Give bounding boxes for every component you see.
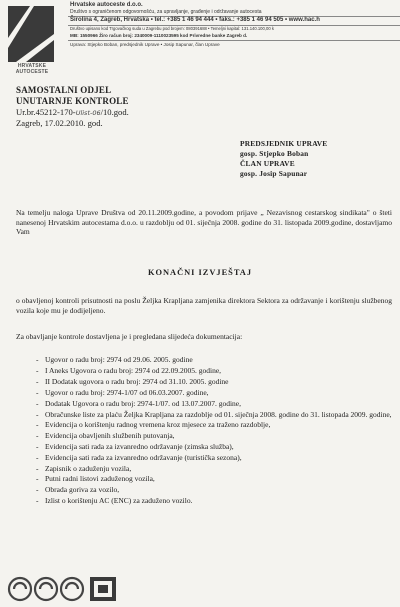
cert-badge-icon: [90, 577, 116, 601]
recipient-line-2: gosp. Stjepko Boban: [240, 149, 309, 158]
recipient-line-4: gosp. Josip Sapunar: [240, 169, 308, 178]
iso-cert-icon: [35, 578, 57, 600]
list-item: - Dodatak Ugovora o radu broj: 2974-1/07. od 13.07.2007. godine,: [36, 399, 396, 410]
list-item: - Putni radni listovi zaduženog vozila,: [36, 474, 396, 485]
letterhead-divider: [68, 40, 400, 41]
report-title: KONAČNI IZVJEŠTAJ: [147, 268, 253, 277]
company-bank-details: MB: 1550966 Žiro račun broj: 2340009-1110023595 kod Privredne banke Zagreb d.: [70, 33, 248, 38]
company-management: Uprava: Stjepko Boban, predsjednik Uprave • Josip Sapunar, član Uprave: [70, 42, 220, 47]
list-item: - II Dodatak ugovora o radu broj: 2974 od 31.10. 2005. godine: [36, 377, 396, 388]
recipient-line-3: ČLAN UPRAVE: [240, 159, 295, 168]
subject-paragraph: o obavljenoj kontroli prisutnosti na poslu Željka Krapljana zamjenika direktora Sektora za održavanje i korištenju službenog vozila koje mu je dodijeljeno.: [16, 296, 392, 315]
certification-logos: [6, 574, 124, 604]
list-item: - I Aneks Ugovora o radu broj: 2974 od 22.09.2005. godine,: [36, 366, 396, 377]
list-item: - Evidencija obavljenih službenih putovanja,: [36, 431, 396, 442]
list-item: - Evidencija sati rada za izvanredno održavanje (zimska služba),: [36, 442, 396, 453]
documents-intro: Za obavljanje kontrole dostavljena je i pregledana slijedeća dokumentacija:: [16, 332, 243, 341]
iso-cert-icon: [61, 578, 83, 600]
recipient-line-1: PREDSJEDNIK UPRAVE: [240, 139, 328, 148]
list-item: - Evidencija sati rada za izvanredno održavanje (turistička sezona),: [36, 453, 396, 464]
list-item: - Izlist o korištenju AC (ENC) za zaduženo vozilo.: [36, 496, 396, 507]
intro-paragraph: Na temelju naloga Uprave Društva od 20.11.2009.godine, a povodom prijave „ Nezavisnog cestarskog sindikata" o šteti nanesenoj Hrvatskim autocestama d.o.o. u razdoblju od 01. siječnja 2008. godine do 31. listopada 2009.godine, dostavljamo Vam: [16, 208, 392, 237]
list-item: - Evidencija o korištenju radnog vremena kroz mjesece za traženo razdoblje,: [36, 420, 396, 431]
documents-list: [36, 355, 396, 507]
list-item: - Obrada goriva za vozilo,: [36, 485, 396, 496]
logo-wordmark: HRVATSKE AUTOCESTE: [15, 63, 49, 75]
list-item: - Zapisnik o zaduženju vozila,: [36, 464, 396, 475]
company-description: Društvo s ograničenom odgovornošću, za upravljanje, građenje i održavanje autocesta: [70, 9, 262, 15]
sender-department-line-2: UNUTARNJE KONTROLE: [16, 96, 129, 106]
company-address: Širolina 4, Zagreb, Hrvatska • tel.: +385 1 46 94 444 • faks.: +385 1 46 94 505 • www.hac.h: [70, 17, 320, 23]
place-date: Zagreb, 17.02.2010. god.: [16, 118, 103, 128]
company-name: Hrvatske autoceste d.o.o.: [70, 2, 143, 8]
company-registration: Društvo upisano kod Trgovačkog suda u Zagrebu pod brojem: 080391688 • Temeljni kapital: 131.140.100,00 k: [70, 26, 274, 31]
handwritten-reference: Ulist-06: [75, 109, 101, 117]
list-item: - Ugovor o radu broj: 2974-1/07 od 06.03.2007. godine,: [36, 388, 396, 399]
iso-cert-icon: [9, 578, 31, 600]
sender-department-line-1: SAMOSTALNI ODJEL: [16, 85, 112, 95]
list-item: - Ugovor o radu broj: 2974 od 29.06. 2005. godine: [36, 355, 396, 366]
reference-number: Ur.br.45212-170-Ulist-06/10.god.: [16, 107, 129, 117]
list-item: - Obračunske liste za plaću Željka Krapljana za razdoblje od 01. siječnja 2008. godine do 31. listopada 2009. godine,: [36, 410, 396, 420]
